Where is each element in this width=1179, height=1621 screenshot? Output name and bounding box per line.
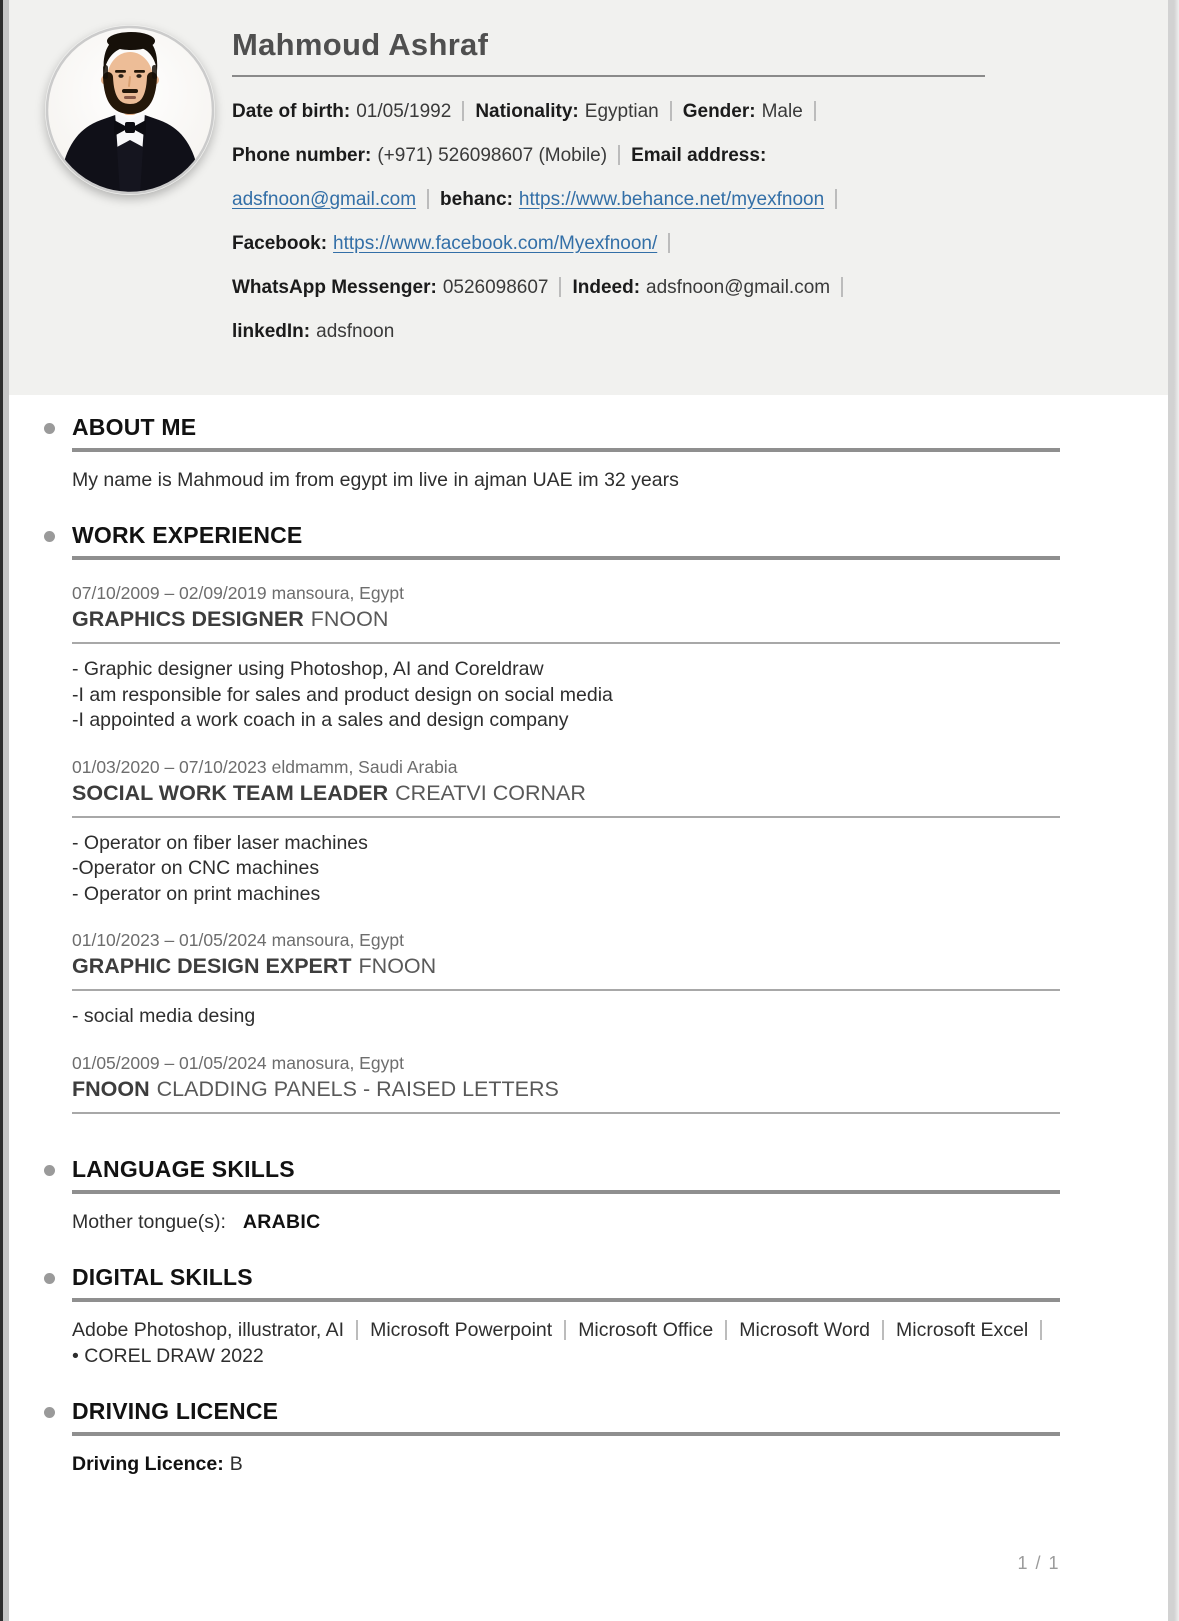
separator-divider-icon — [835, 189, 837, 209]
separator-divider-icon — [462, 101, 464, 121]
contact-line — [232, 90, 988, 134]
entry-description-line: -I am responsible for sales and product design on social media — [72, 683, 613, 706]
skill-item: Microsoft Powerpoint — [370, 1318, 553, 1341]
language-skills-label: Mother tongue(s): — [72, 1210, 226, 1233]
header-details — [232, 27, 988, 354]
work-entry — [72, 583, 1060, 734]
section-title: LANGUAGE SKILLS — [72, 1156, 1060, 1194]
separator-divider-icon — [841, 277, 843, 297]
separator-divider-icon — [356, 1320, 358, 1340]
entry-company: CLADDING PANELS - RAISED LETTERS — [156, 1076, 559, 1101]
separator-divider-icon — [725, 1320, 727, 1340]
separator-divider-icon — [668, 233, 670, 253]
entry-description — [72, 1004, 1060, 1030]
entry-dates — [72, 757, 1060, 778]
separator-divider-icon — [670, 101, 672, 121]
contact-value: Male — [761, 101, 803, 122]
separator-divider-icon — [1040, 1320, 1042, 1340]
skills-list — [72, 1317, 1060, 1369]
entry-company: FNOON — [358, 954, 437, 978]
contact-line — [232, 222, 988, 266]
contact-value: 01/05/1992 — [356, 101, 452, 122]
entry-description — [72, 657, 1060, 734]
kv-line — [72, 1209, 1060, 1235]
skill-item: Microsoft Word — [739, 1318, 871, 1341]
entry-description-line: - social media desing — [72, 1005, 256, 1027]
contact-label: Phone number: — [232, 145, 372, 166]
person-name: Mahmoud Ashraf — [232, 27, 489, 62]
entry-role: GRAPHIC DESIGN EXPERT — [72, 954, 352, 978]
section-bullet-icon — [44, 423, 55, 434]
separator-divider-icon — [618, 145, 620, 165]
separator-divider-icon — [564, 1320, 566, 1340]
contact-link[interactable]: https://www.facebook.com/Myexfnoon/ — [333, 233, 658, 254]
contact-value: adsfnoon@gmail.com — [646, 277, 831, 298]
driving-licence-label: Driving Licence: — [72, 1452, 224, 1475]
about-text: My name is Mahmoud im from egypt im live in ajman UAE im 32 years — [72, 469, 679, 491]
entry-role: FNOON — [72, 1076, 150, 1101]
entry-location: mansoura, Egypt — [271, 930, 404, 950]
entry-role: SOCIAL WORK TEAM LEADER — [72, 780, 389, 805]
section-bullet-icon — [44, 1165, 55, 1176]
section-header — [72, 414, 1060, 452]
work-entry — [72, 930, 1060, 1030]
entry-description — [72, 831, 1060, 908]
contact-value: adsfnoon — [316, 321, 395, 342]
entry-company: CREATVI CORNAR — [395, 780, 586, 805]
skill-item: Microsoft Excel — [896, 1318, 1029, 1341]
entry-description-line: - Graphic designer using Photoshop, AI and Coreldraw — [72, 658, 544, 680]
separator-divider-icon — [814, 101, 816, 121]
section-bullet-icon — [44, 1273, 55, 1284]
entry-location: mansoura, Egypt — [271, 583, 404, 603]
contact-value: Egyptian — [584, 101, 659, 122]
cv-body — [72, 395, 1060, 1477]
contact-label: WhatsApp Messenger: — [232, 277, 437, 298]
contact-label: linkedIn: — [232, 321, 311, 342]
contact-line — [232, 266, 988, 310]
section-title: ABOUT ME — [72, 414, 1060, 452]
contact-label: behanc: — [440, 189, 513, 210]
entry-location: eldmamm, Saudi Arabia — [271, 756, 458, 777]
language-skills-value: ARABIC — [242, 1210, 321, 1233]
kv-line — [72, 1451, 1060, 1477]
section-work-experience — [72, 522, 1060, 1114]
contact-value: (+971) 526098607 (Mobile) — [377, 145, 608, 166]
section-header — [72, 522, 1060, 560]
contact-value: 0526098607 — [442, 277, 549, 298]
section-driving-licence — [72, 1398, 1060, 1477]
contact-label: Indeed: — [572, 277, 641, 298]
entry-company: FNOON — [310, 607, 389, 631]
cv-header — [0, 0, 1179, 395]
entry-dates — [72, 1053, 1060, 1074]
contact-label: Date of birth: — [232, 101, 351, 122]
skill-item: Adobe Photoshop, illustrator, AI — [72, 1318, 345, 1341]
entry-description-line: -Operator on CNC machines — [72, 857, 320, 879]
section-title: DIGITAL SKILLS — [72, 1264, 1060, 1302]
page-edge-left-gray — [3, 0, 9, 1621]
entry-description-line: - Operator on fiber laser machines — [72, 831, 368, 854]
section-digital-skills — [72, 1264, 1060, 1369]
entry-daterange: 01/05/2009 – 01/05/2024 — [72, 1052, 267, 1073]
entry-daterange: 01/03/2020 – 07/10/2023 — [72, 756, 267, 777]
entry-role: GRAPHICS DESIGNER — [72, 607, 304, 631]
page-edge-right — [1168, 0, 1179, 1621]
work-entry — [72, 1053, 1060, 1114]
separator-divider-icon — [882, 1320, 884, 1340]
work-entry — [72, 757, 1060, 908]
section-title: WORK EXPERIENCE — [72, 522, 1060, 560]
section-about-me — [72, 414, 1060, 493]
entry-title — [72, 1077, 1060, 1114]
section-header — [72, 1264, 1060, 1302]
contact-label: Email address: — [631, 145, 767, 166]
contact-label: Facebook: — [232, 233, 328, 254]
contact-line — [232, 310, 988, 354]
contact-link[interactable]: https://www.behance.net/myexfnoon — [518, 189, 825, 210]
entry-description-line: - Operator on print machines — [72, 882, 321, 905]
entry-title — [72, 781, 1060, 818]
entry-dates — [72, 930, 1060, 951]
section-bullet-icon — [44, 1407, 55, 1418]
contact-label: Nationality: — [475, 101, 579, 122]
entry-dates — [72, 583, 1060, 604]
entry-location: manosura, Egypt — [271, 1052, 404, 1073]
separator-divider-icon — [559, 277, 561, 297]
entry-daterange: 01/10/2023 – 01/05/2024 — [72, 930, 267, 950]
profile-photo-illustration — [45, 25, 215, 195]
page-number: 1 / 1 — [1017, 1553, 1060, 1573]
contact-link[interactable]: adsfnoon@gmail.com — [232, 189, 417, 210]
entry-title — [72, 607, 1060, 644]
section-header — [72, 1398, 1060, 1436]
entry-daterange: 07/10/2009 – 02/09/2019 — [72, 583, 267, 603]
name-underline — [232, 75, 985, 77]
section-title: DRIVING LICENCE — [72, 1398, 1060, 1436]
skill-item: • COREL DRAW 2022 — [72, 1344, 264, 1367]
entry-description-line: -I appointed a work coach in a sales and design company — [72, 709, 569, 731]
profile-photo — [45, 25, 215, 195]
contact-label: Gender: — [682, 101, 756, 122]
driving-licence-value: B — [229, 1452, 243, 1475]
section-language-skills — [72, 1156, 1060, 1235]
contact-line — [232, 134, 988, 178]
skill-item: Microsoft Office — [578, 1318, 714, 1341]
contact-info — [232, 90, 988, 354]
contact-line — [232, 178, 988, 222]
separator-divider-icon — [427, 189, 429, 209]
entry-title — [72, 954, 1060, 991]
section-bullet-icon — [44, 531, 55, 542]
section-header — [72, 1156, 1060, 1194]
